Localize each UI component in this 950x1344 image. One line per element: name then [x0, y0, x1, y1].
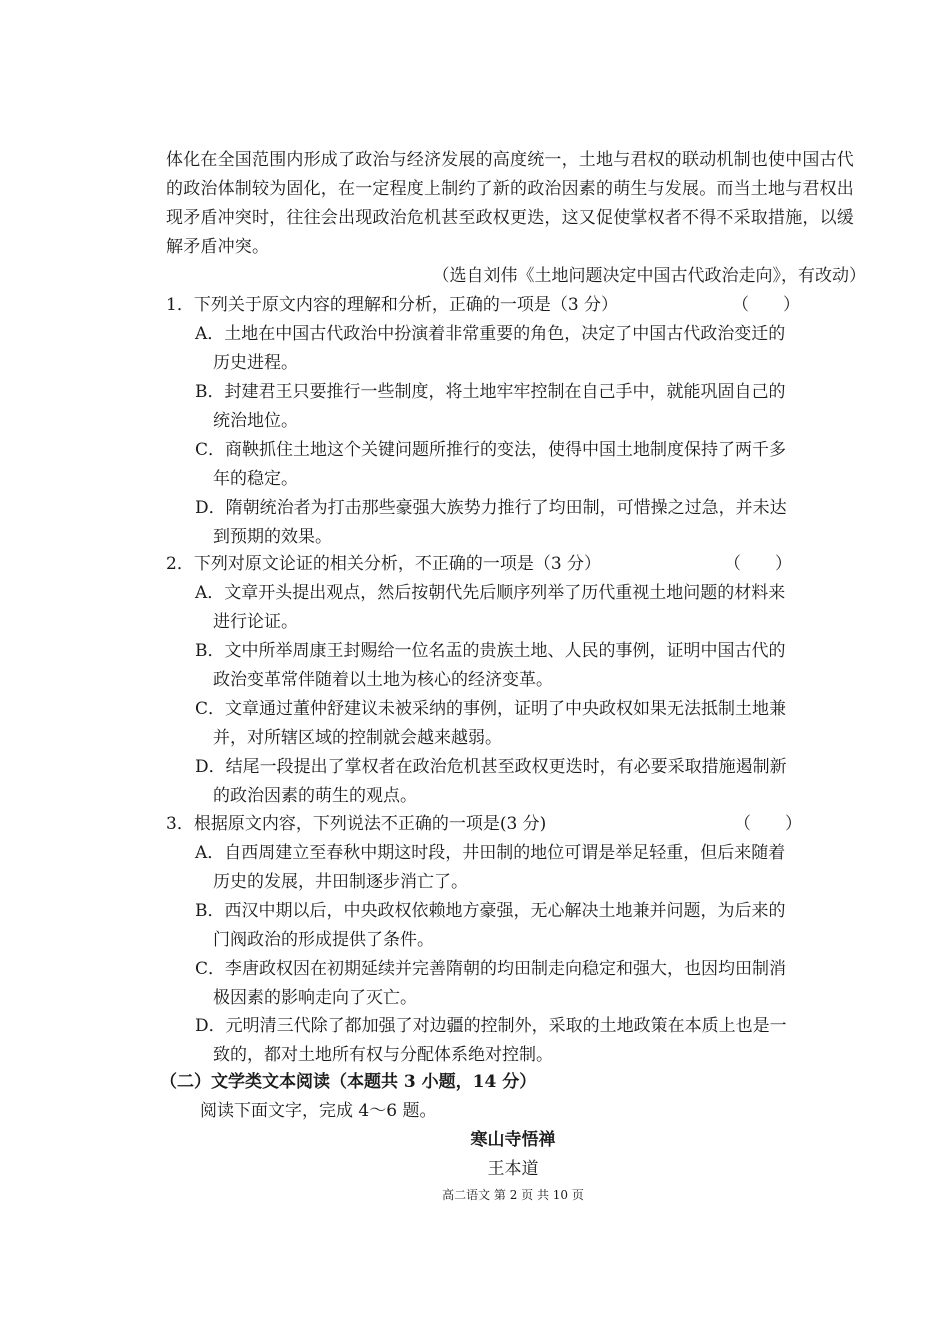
- option-2d: [195, 753, 835, 811]
- option-text: 致的，都对土地所有权与分配体系绝对控制。: [213, 1045, 553, 1065]
- passage-line: 的政治体制较为固化，在一定程度上制约了新的政治因素的萌生与发展。而当土地与君权出: [166, 179, 854, 199]
- option-1c: [195, 436, 835, 494]
- option-text: 进行论证。: [213, 612, 298, 632]
- passage-paragraph: [166, 146, 866, 262]
- question-2: [166, 550, 866, 579]
- option-1b: [195, 378, 835, 436]
- option-text: 历史进程。: [213, 353, 298, 373]
- option-text: 统治地位。: [213, 411, 298, 431]
- option-text: 历史的发展，井田制逐步消亡了。: [213, 872, 468, 892]
- option-2b: [195, 637, 835, 695]
- option-text: 到预期的效果。: [213, 527, 332, 547]
- option-text: B．封建君王只要推行一些制度，将土地牢牢控制在自己手中，就能巩固自己的: [195, 382, 786, 402]
- section-heading: （二）文学类文本阅读（本题共 3 小题，14 分）: [160, 1072, 537, 1092]
- option-text: 年的稳定。: [213, 469, 298, 489]
- passage-line: 体化在全国范围内形成了政治与经济发展的高度统一，土地与君权的联动机制也使中国古代: [166, 150, 854, 170]
- option-text: C．李唐政权因在初期延续并完善隋朝的均田制走向稳定和强大，也因均田制消: [195, 959, 787, 979]
- option-text: C．商鞅抓住土地这个关键问题所推行的变法，使得中国土地制度保持了两千多: [195, 440, 787, 460]
- article-author: 王本道: [487, 1159, 539, 1179]
- question-stem: 1．下列关于原文内容的理解和分析，正确的一项是（3 分）: [166, 295, 619, 315]
- option-3c: [195, 955, 835, 1013]
- page-footer: 高二语文 第 2 页 共 10 页: [442, 1188, 584, 1202]
- option-1d: [195, 494, 835, 552]
- option-text: C．文章通过董仲舒建议未被采纳的事例，证明了中央政权如果无法抵制土地兼: [195, 699, 787, 719]
- option-text: A．自西周建立至春秋中期这时段，井田制的地位可谓是举足轻重，但后来随着: [195, 843, 786, 863]
- option-text: D．隋朝统治者为打击那些豪强大族势力推行了均田制，可惜操之过急，并未达: [195, 498, 787, 518]
- answer-blank: （ ）: [732, 295, 800, 315]
- question-stem: 3．根据原文内容，下列说法不正确的一项是(3 分): [166, 814, 547, 834]
- passage-line: 解矛盾冲突。: [166, 237, 270, 257]
- option-text: D．结尾一段提出了掌权者在政治危机甚至政权更迭时，有必要采取措施遏制新: [195, 757, 787, 777]
- option-text: 极因素的影响走向了灭亡。: [213, 988, 417, 1008]
- answer-blank: （ ）: [724, 554, 792, 574]
- option-3d: [195, 1012, 835, 1070]
- article-title: 寒山寺悟禅: [470, 1130, 556, 1150]
- option-text: 并，对所辖区域的控制就会越来越弱。: [213, 728, 502, 748]
- passage-source: （选自刘伟《土地问题决定中国古代政治走向》，有改动）: [432, 266, 866, 286]
- option-text: D．元明清三代除了都加强了对边疆的控制外，采取的土地政策在本质上也是一: [195, 1016, 787, 1036]
- option-1a: [195, 320, 835, 378]
- question-1: [166, 291, 866, 320]
- question-stem: 2．下列对原文论证的相关分析，不正确的一项是（3 分）: [166, 554, 602, 574]
- option-text: 的政治因素的萌生的观点。: [213, 786, 417, 806]
- section-instruction: 阅读下面文字，完成 4～6 题。: [200, 1101, 437, 1121]
- option-2a: [195, 579, 835, 637]
- option-2c: [195, 695, 835, 753]
- option-3a: [195, 839, 835, 897]
- option-text: 政治变革常伴随着以土地为核心的经济变革。: [213, 670, 553, 690]
- option-text: A．土地在中国古代政治中扮演着非常重要的角色，决定了中国古代政治变迁的: [195, 324, 786, 344]
- option-text: 门阀政治的形成提供了条件。: [213, 930, 434, 950]
- option-3b: [195, 897, 835, 955]
- question-3: [166, 810, 866, 839]
- option-text: A．文章开头提出观点，然后按朝代先后顺序列举了历代重视土地问题的材料来: [195, 583, 786, 603]
- passage-line: 现矛盾冲突时，往往会出现政治危机甚至政权更迭，这又促使掌权者不得不采取措施，以缓: [166, 208, 854, 228]
- option-text: B．文中所举周康王封赐给一位名盂的贵族土地、人民的事例，证明中国古代的: [195, 641, 786, 661]
- option-text: B．西汉中期以后，中央政权依赖地方豪强，无心解决土地兼并问题，为后来的: [195, 901, 786, 921]
- answer-blank: （ ）: [734, 814, 802, 834]
